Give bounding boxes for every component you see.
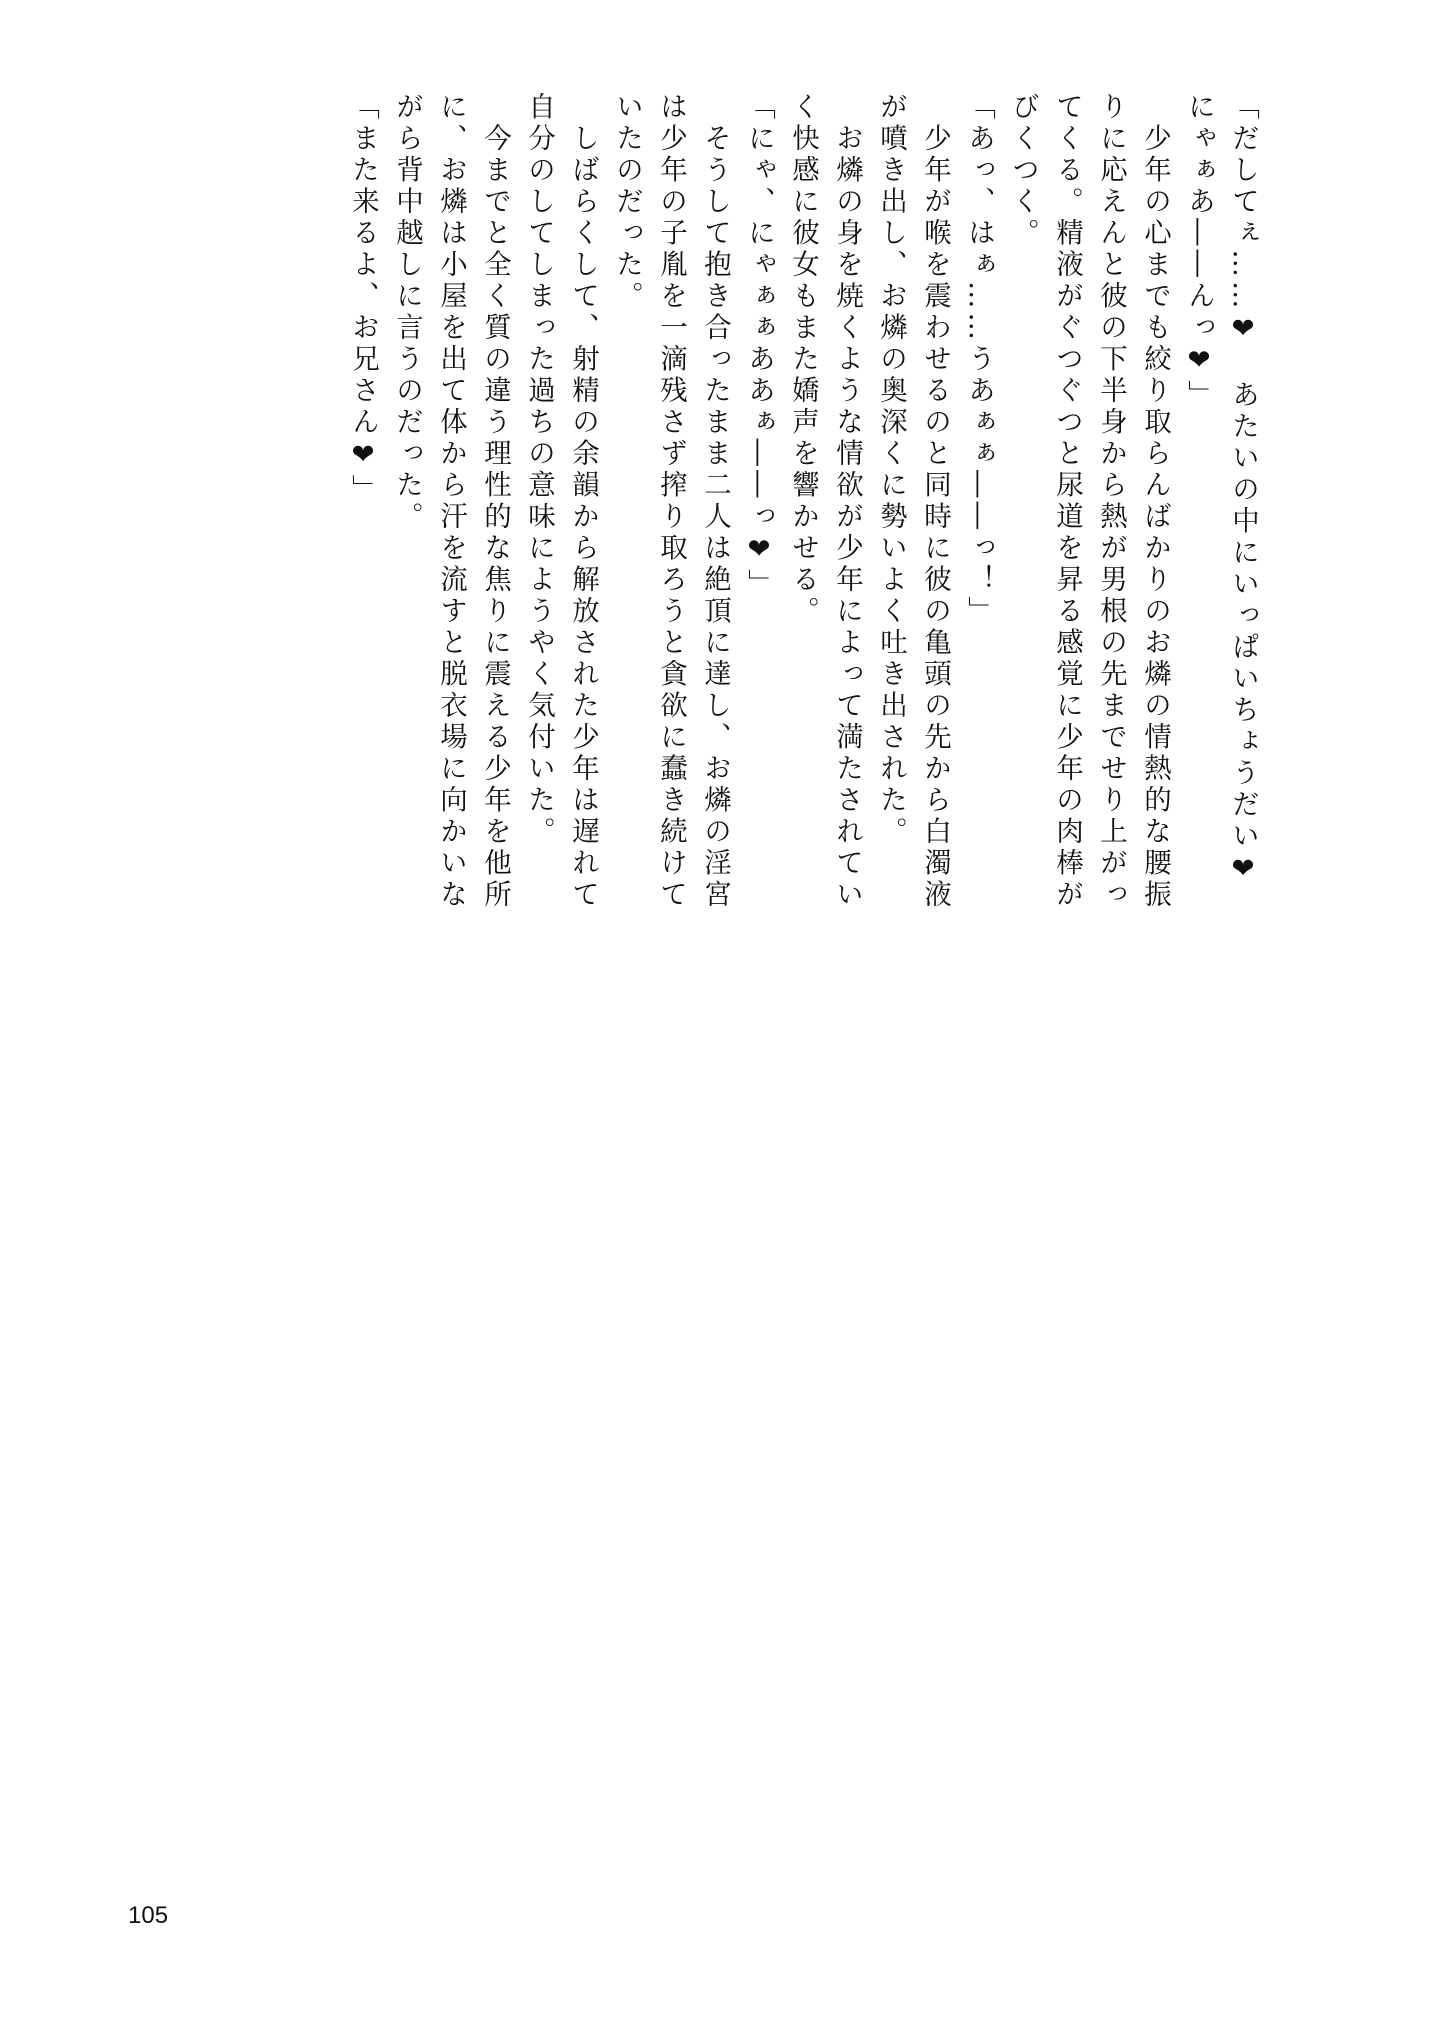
text-line: 少年の心までも絞り取らんばかりのお燐の情熱的な腰振 (1139, 92, 1171, 911)
text-line: 「にゃ、にゃぁぁああぁ――っ❤」 (743, 92, 775, 601)
text-line: びくつく。 (1007, 92, 1039, 250)
text-line: がら背中越しに言うのだった。 (391, 92, 423, 533)
page-number: 105 (128, 1902, 169, 1929)
text-line: が噴き出し、お燐の奥深くに勢いよく吐き出された。 (875, 92, 907, 848)
text-line: てくる。精液がぐつぐつと尿道を昇る感覚に少年の肉棒が (1051, 92, 1083, 911)
text-line: りに応えんと彼の下半身から熱が男根の先までせり上がっ (1095, 92, 1127, 911)
text-line: く快感に彼女もまた嬌声を響かせる。 (787, 92, 819, 628)
vertical-text-body (341, 92, 1265, 972)
text-line: 自分のしてしまった過ちの意味にようやく気付いた。 (523, 92, 555, 848)
text-line: しばらくして、射精の余韻から解放された少年は遅れて (567, 92, 599, 911)
text-line: は少年の子胤を一滴残さず搾り取ろうと貪欲に蠢き続けて (655, 92, 687, 911)
text-line: 「だしてぇ……❤ あたいの中にいっぱいちょうだい❤ (1227, 92, 1259, 889)
text-line: に、お燐は小屋を出て体から汗を流すと脱衣場に向かいな (435, 92, 467, 911)
text-line: そうして抱き合ったまま二人は絶頂に達し、お燐の淫宮 (699, 92, 731, 911)
text-line: 「また来るよ、お兄さん❤」 (347, 92, 379, 506)
text-line: 今までと全く質の違う理性的な焦りに震える少年を他所 (479, 92, 511, 911)
text-line: 「あっ、はぁ……うあぁぁ――っ！」 (963, 92, 995, 628)
text-line: お燐の身を焼くような情欲が少年によって満たされてい (831, 92, 863, 911)
text-line: 少年が喉を震わせるのと同時に彼の亀頭の先から白濁液 (919, 92, 951, 911)
text-line: いたのだった。 (611, 92, 643, 313)
text-line: にゃぁあ――んっ❤」 (1183, 92, 1215, 412)
